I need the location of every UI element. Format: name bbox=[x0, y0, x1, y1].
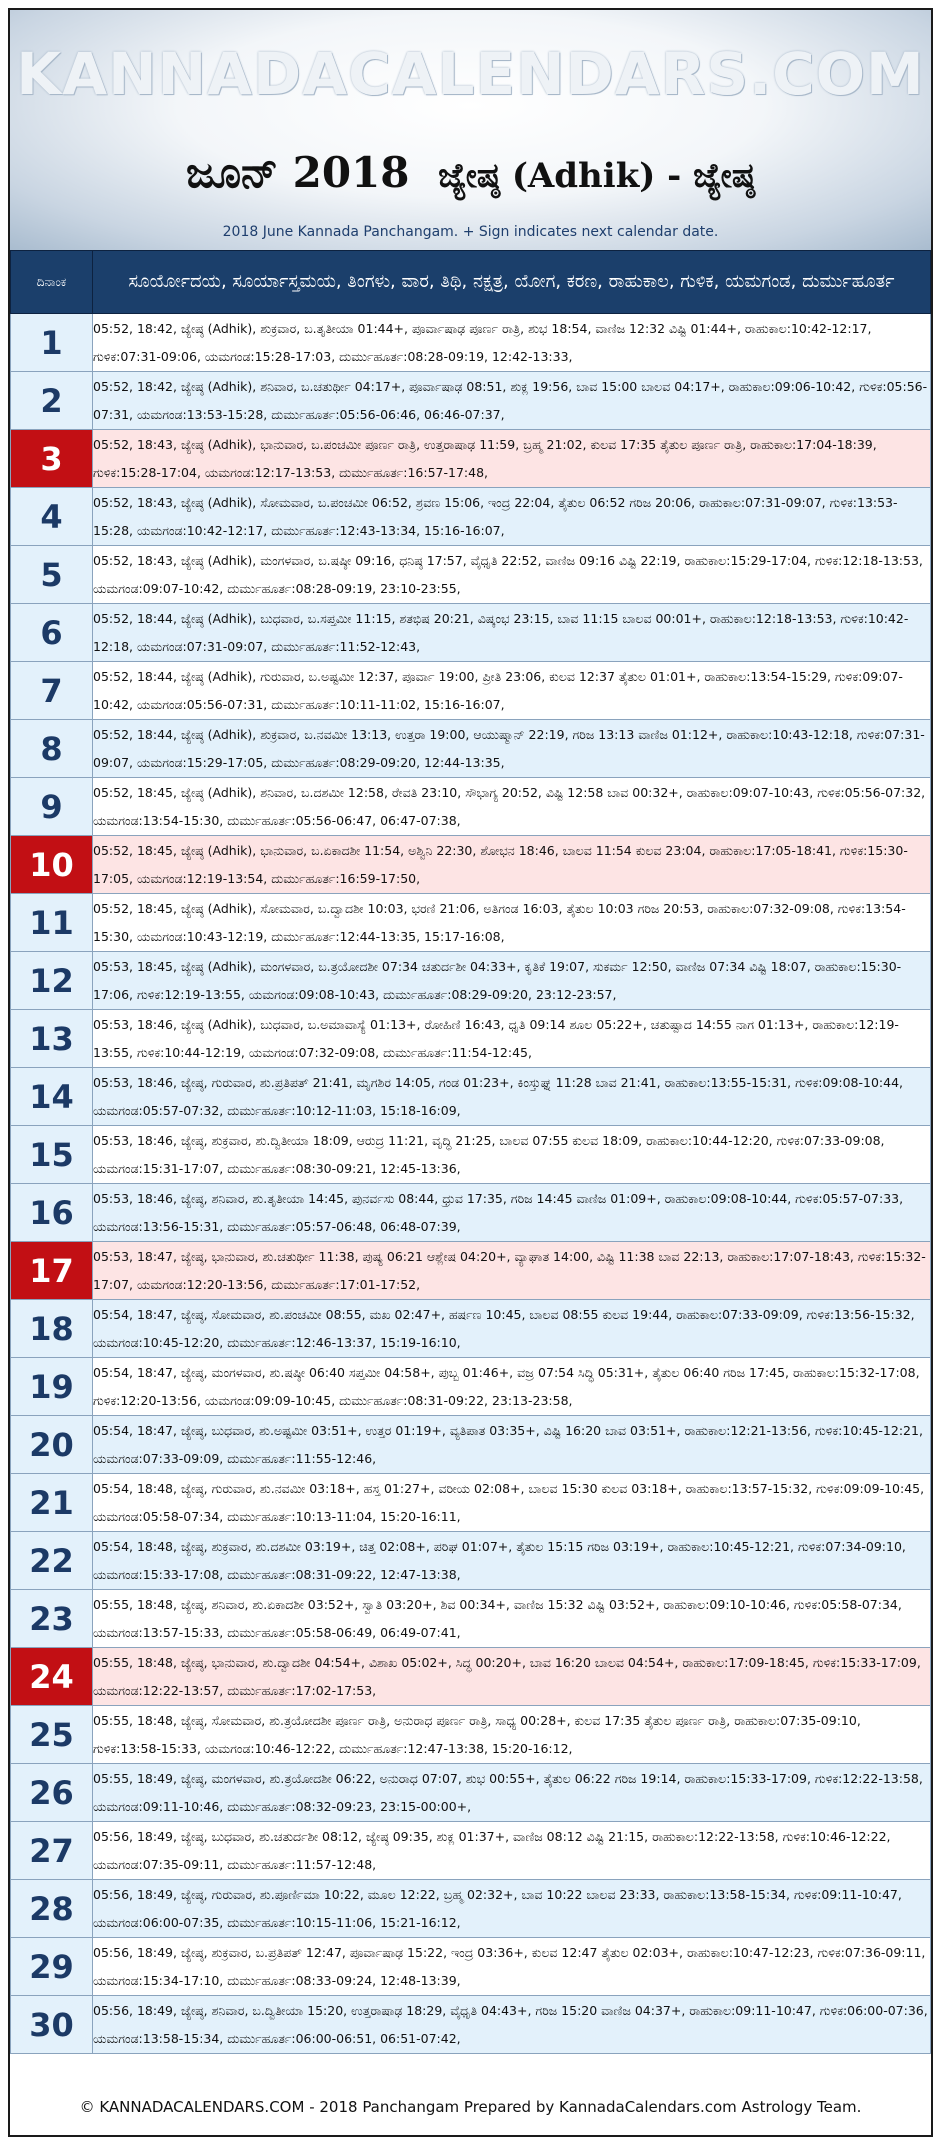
table-row bbox=[11, 1068, 931, 1126]
year: 2018 bbox=[292, 148, 410, 197]
day-number: 12 bbox=[11, 952, 93, 1010]
day-number: 27 bbox=[11, 1822, 93, 1880]
table-row bbox=[11, 1996, 931, 2054]
table-row bbox=[11, 836, 931, 894]
day-number: 6 bbox=[11, 604, 93, 662]
day-number: 29 bbox=[11, 1938, 93, 1996]
day-panchangam-details: 05:52, 18:44, ಜ್ಯೇಷ್ಠ (Adhik), ಶುಕ್ರವಾರ, ಬ.ನವಮೀ 13:13, ಉತ್ತರಾ 19:00, ಆಯುಷ್ಮಾನ್ 22:19, ಗರಿಜ 13:13 ವಾಣಿಜ 01:12+, ರಾಹುಕಾಲ:10:43-12:18, ಗುಳಿಕ:07:31-09:07, ಯಮಗಂಡ:15:29-17:05, ದುರ್ಮುಹೂರ್ತ:08:29-09:20, 12:44-13:35, bbox=[93, 720, 931, 778]
day-panchangam-details: 05:53, 18:47, ಜ್ಯೇಷ್ಠ, ಭಾನುವಾರ, ಶು.ಚತುರ್ಥೀ 11:38, ಪುಷ್ಯ 06:21 ಆಶ್ಲೇಷ 04:20+, ವ್ಯಾಘಾತ 14:00, ವಿಷ್ಟಿ 11:38 ಬಾವ 22:13, ರಾಹುಕಾಲ:17:07-18:43, ಗುಳಿಕ:15:32-17:07, ಯಮಗಂಡ:12:20-13:56, ದುರ್ಮುಹೂರ್ತ:17:01-17:52, bbox=[93, 1242, 931, 1300]
day-panchangam-details: 05:53, 18:46, ಜ್ಯೇಷ್ಠ, ಗುರುವಾರ, ಶು.ಪ್ರತಿಪತ್ 21:41, ಮೃಗಶಿರ 14:05, ಗಂಡ 01:23+, ಕಿಂಸ್ತುಘ್ನ 11:28 ಬಾವ 21:41, ರಾಹುಕಾಲ:13:55-15:31, ಗುಳಿಕ:09:08-10:44, ಯಮಗಂಡ:05:57-07:32, ದುರ್ಮುಹೂರ್ತ:10:12-11:03, 15:18-16:09, bbox=[93, 1068, 931, 1126]
table-row bbox=[11, 1532, 931, 1590]
day-number: 28 bbox=[11, 1880, 93, 1938]
table-row bbox=[11, 1126, 931, 1184]
day-number: 24 bbox=[11, 1648, 93, 1706]
table-row bbox=[11, 488, 931, 546]
table-row bbox=[11, 546, 931, 604]
table-body bbox=[11, 314, 931, 2054]
calendar-frame bbox=[8, 8, 933, 2137]
table-row bbox=[11, 1880, 931, 1938]
panchangam-table bbox=[10, 250, 931, 2054]
table-row bbox=[11, 1242, 931, 1300]
day-number: 14 bbox=[11, 1068, 93, 1126]
day-number: 10 bbox=[11, 836, 93, 894]
table-row bbox=[11, 778, 931, 836]
day-number: 26 bbox=[11, 1764, 93, 1822]
site-title: KANNADACALENDARS.COM bbox=[16, 40, 925, 108]
info-column-header: ಸೂರ್ಯೋದಯ, ಸೂರ್ಯಾಸ್ತಮಯ, ತಿಂಗಳು, ವಾರ, ತಿಥಿ, ನಕ್ಷತ್ರ, ಯೋಗ, ಕರಣ, ರಾಹುಕಾಲ, ಗುಳಿಕ, ಯಮಗಂಡ, ದುರ್ಮುಹೂರ್ತ bbox=[93, 251, 931, 314]
day-panchangam-details: 05:55, 18:48, ಜ್ಯೇಷ್ಠ, ಸೋಮವಾರ, ಶು.ತ್ರಯೋದಶೀ ಪೂರ್ಣ ರಾತ್ರಿ, ಅನುರಾಧ ಪೂರ್ಣ ರಾತ್ರಿ, ಸಾಧ್ಯ 00:28+, ಕುಲವ 17:35 ತೈತುಲ ಪೂರ್ಣ ರಾತ್ರಿ, ರಾಹುಕಾಲ:07:35-09:10, ಗುಳಿಕ:13:58-15:33, ಯಮಗಂಡ:10:46-12:22, ದುರ್ಮುಹೂರ್ತ:12:47-13:38, 15:20-16:12, bbox=[93, 1706, 931, 1764]
table-row bbox=[11, 1358, 931, 1416]
day-panchangam-details: 05:53, 18:46, ಜ್ಯೇಷ್ಠ (Adhik), ಬುಧವಾರ, ಬ.ಅಮಾವಾಸ್ಯೆ 01:13+, ರೋಹಿಣಿ 16:43, ಧೃತಿ 09:14 ಶೂಲ 05:22+, ಚತುಷ್ಪಾದ 14:55 ನಾಗ 01:13+, ರಾಹುಕಾಲ:12:19-13:55, ಗುಳಿಕ:10:44-12:19, ಯಮಗಂಡ:07:32-09:08, ದುರ್ಮುಹೂರ್ತ:11:54-12:45, bbox=[93, 1010, 931, 1068]
day-number: 2 bbox=[11, 372, 93, 430]
banner bbox=[10, 10, 931, 250]
table-row bbox=[11, 604, 931, 662]
day-panchangam-details: 05:55, 18:49, ಜ್ಯೇಷ್ಠ, ಮಂಗಳವಾರ, ಶು.ತ್ರಯೋದಶೀ 06:22, ಅನುರಾಧ 07:07, ಶುಭ 00:55+, ತೈತುಲ 06:22 ಗರಿಜ 19:14, ರಾಹುಕಾಲ:15:33-17:09, ಗುಳಿಕ:12:22-13:58, ಯಮಗಂಡ:09:11-10:46, ದುರ್ಮುಹೂರ್ತ:08:32-09:23, 23:15-00:00+, bbox=[93, 1764, 931, 1822]
day-number: 17 bbox=[11, 1242, 93, 1300]
day-number: 9 bbox=[11, 778, 93, 836]
table-row bbox=[11, 894, 931, 952]
table-row bbox=[11, 1822, 931, 1880]
day-panchangam-details: 05:55, 18:48, ಜ್ಯೇಷ್ಠ, ಶನಿವಾರ, ಶು.ಏಕಾದಶೀ 03:52+, ಸ್ವಾತಿ 03:20+, ಶಿವ 00:34+, ವಾಣಿಜ 15:32 ವಿಷ್ಟಿ 03:52+, ರಾಹುಕಾಲ:09:10-10:46, ಗುಳಿಕ:05:58-07:34, ಯಮಗಂಡ:13:57-15:33, ದುರ್ಮುಹೂರ್ತ:05:58-06:49, 06:49-07:41, bbox=[93, 1590, 931, 1648]
table-row bbox=[11, 1474, 931, 1532]
table-header-row bbox=[11, 251, 931, 314]
day-panchangam-details: 05:55, 18:48, ಜ್ಯೇಷ್ಠ, ಭಾನುವಾರ, ಶು.ದ್ವಾದಶೀ 04:54+, ವಿಶಾಖ 05:02+, ಸಿದ್ಧ 00:20+, ಬಾವ 16:20 ಬಾಲವ 04:54+, ರಾಹುಕಾಲ:17:09-18:45, ಗುಳಿಕ:15:33-17:09, ಯಮಗಂಡ:12:22-13:57, ದುರ್ಮುಹೂರ್ತ:17:02-17:53, bbox=[93, 1648, 931, 1706]
day-number: 21 bbox=[11, 1474, 93, 1532]
table-row bbox=[11, 1010, 931, 1068]
table-row bbox=[11, 662, 931, 720]
day-panchangam-details: 05:54, 18:48, ಜ್ಯೇಷ್ಠ, ಶುಕ್ರವಾರ, ಶು.ದಶಮೀ 03:19+, ಚಿತ್ತ 02:08+, ಪರಿಘ 01:07+, ತೈತುಲ 15:15 ಗರಿಜ 03:19+, ರಾಹುಕಾಲ:10:45-12:21, ಗುಳಿಕ:07:34-09:10, ಯಮಗಂಡ:15:33-17:08, ದುರ್ಮುಹೂರ್ತ:08:31-09:22, 12:47-13:38, bbox=[93, 1532, 931, 1590]
day-number: 16 bbox=[11, 1184, 93, 1242]
table-row bbox=[11, 1938, 931, 1996]
day-number: 22 bbox=[11, 1532, 93, 1590]
day-number: 18 bbox=[11, 1300, 93, 1358]
day-number: 23 bbox=[11, 1590, 93, 1648]
table-row bbox=[11, 1416, 931, 1474]
day-number: 3 bbox=[11, 430, 93, 488]
day-panchangam-details: 05:56, 18:49, ಜ್ಯೇಷ್ಠ, ಬುಧವಾರ, ಶು.ಚತುರ್ದಶೀ 08:12, ಜ್ಯೇಷ್ಠ 09:35, ಶುಕ್ಲ 01:37+, ವಾಣಿಜ 08:12 ವಿಷ್ಟಿ 21:15, ರಾಹುಕಾಲ:12:22-13:58, ಗುಳಿಕ:10:46-12:22, ಯಮಗಂಡ:07:35-09:11, ದುರ್ಮುಹೂರ್ತ:11:57-12:48, bbox=[93, 1822, 931, 1880]
day-panchangam-details: 05:54, 18:48, ಜ್ಯೇಷ್ಠ, ಗುರುವಾರ, ಶು.ನವಮೀ 03:18+, ಹಸ್ತ 01:27+, ವರೀಯ 02:08+, ಬಾಲವ 15:30 ಕುಲವ 03:18+, ರಾಹುಕಾಲ:13:57-15:32, ಗುಳಿಕ:09:09-10:45, ಯಮಗಂಡ:05:58-07:34, ದುರ್ಮುಹೂರ್ತ:10:13-11:04, 15:20-16:11, bbox=[93, 1474, 931, 1532]
day-panchangam-details: 05:54, 18:47, ಜ್ಯೇಷ್ಠ, ಬುಧವಾರ, ಶು.ಅಷ್ಟಮೀ 03:51+, ಉತ್ತರ 01:19+, ವ್ಯತಿಪಾತ 03:35+, ವಿಷ್ಟಿ 16:20 ಬಾವ 03:51+, ರಾಹುಕಾಲ:12:21-13:56, ಗುಳಿಕ:10:45-12:21, ಯಮಗಂಡ:07:33-09:09, ದುರ್ಮುಹೂರ್ತ:11:55-12:46, bbox=[93, 1416, 931, 1474]
day-panchangam-details: 05:52, 18:45, ಜ್ಯೇಷ್ಠ (Adhik), ಭಾನುವಾರ, ಬ.ಏಕಾದಶೀ 11:54, ಅಶ್ವಿನಿ 22:30, ಶೋಭನ 18:46, ಬಾಲವ 11:54 ಕುಲವ 23:04, ರಾಹುಕಾಲ:17:05-18:41, ಗುಳಿಕ:15:30-17:05, ಯಮಗಂಡ:12:19-13:54, ದುರ್ಮುಹೂರ್ತ:16:59-17:50, bbox=[93, 836, 931, 894]
day-panchangam-details: 05:52, 18:43, ಜ್ಯೇಷ್ಠ (Adhik), ಸೋಮವಾರ, ಬ.ಪಂಚಮೀ 06:52, ಶ್ರವಣ 15:06, ಇಂದ್ರ 22:04, ತೈತುಲ 06:52 ಗರಿಜ 20:06, ರಾಹುಕಾಲ:07:31-09:07, ಗುಳಿಕ:13:53-15:28, ಯಮಗಂಡ:10:42-12:17, ದುರ್ಮುಹೂರ್ತ:12:43-13:34, 15:16-16:07, bbox=[93, 488, 931, 546]
table-row bbox=[11, 1764, 931, 1822]
day-panchangam-details: 05:52, 18:45, ಜ್ಯೇಷ್ಠ (Adhik), ಸೋಮವಾರ, ಬ.ದ್ವಾದಶೀ 10:03, ಭರಣಿ 21:06, ಅತಿಗಂಡ 16:03, ತೈತುಲ 10:03 ಗರಿಜ 20:53, ರಾಹುಕಾಲ:07:32-09:08, ಗುಳಿಕ:13:54-15:30, ಯಮಗಂಡ:10:43-12:19, ದುರ್ಮುಹೂರ್ತ:12:44-13:35, 15:17-16:08, bbox=[93, 894, 931, 952]
day-panchangam-details: 05:52, 18:42, ಜ್ಯೇಷ್ಠ (Adhik), ಶುಕ್ರವಾರ, ಬ.ತೃತೀಯಾ 01:44+, ಪೂರ್ವಾಷಾಢ ಪೂರ್ಣ ರಾತ್ರಿ, ಶುಭ 18:54, ವಾಣಿಜ 12:32 ವಿಷ್ಟಿ 01:44+, ರಾಹುಕಾಲ:10:42-12:17, ಗುಳಿಕ:07:31-09:06, ಯಮಗಂಡ:15:28-17:03, ದುರ್ಮುಹೂರ್ತ:08:28-09:19, 12:42-13:33, bbox=[93, 314, 931, 372]
day-panchangam-details: 05:53, 18:45, ಜ್ಯೇಷ್ಠ (Adhik), ಮಂಗಳವಾರ, ಬ.ತ್ರಯೋದಶೀ 07:34 ಚತುರ್ದಶೀ 04:33+, ಕೃತಿಕೆ 19:07, ಸುಕರ್ಮ 12:50, ವಾಣಿಜ 07:34 ವಿಷ್ಟಿ 18:07, ರಾಹುಕಾಲ:15:30-17:06, ಗುಳಿಕ:12:19-13:55, ಯಮಗಂಡ:09:08-10:43, ದುರ್ಮುಹೂರ್ತ:08:29-09:20, 23:12-23:57, bbox=[93, 952, 931, 1010]
day-panchangam-details: 05:54, 18:47, ಜ್ಯೇಷ್ಠ, ಸೋಮವಾರ, ಶು.ಪಂಚಮೀ 08:55, ಮಖ 02:47+, ಹರ್ಷಣ 10:45, ಬಾಲವ 08:55 ಕುಲವ 19:44, ರಾಹುಕಾಲ:07:33-09:09, ಗುಳಿಕ:13:56-15:32, ಯಮಗಂಡ:10:45-12:20, ದುರ್ಮುಹೂರ್ತ:12:46-13:37, 15:19-16:10, bbox=[93, 1300, 931, 1358]
day-panchangam-details: 05:54, 18:47, ಜ್ಯೇಷ್ಠ, ಮಂಗಳವಾರ, ಶು.ಷಷ್ಠೀ 06:40 ಸಪ್ತಮೀ 04:58+, ಪುಬ್ಬ 01:46+, ವಜ್ರ 07:54 ಸಿದ್ಧಿ 05:31+, ತೈತುಲ 06:40 ಗರಿಜ 17:45, ರಾಹುಕಾಲ:15:32-17:08, ಗುಳಿಕ:12:20-13:56, ಯಮಗಂಡ:09:09-10:45, ದುರ್ಮುಹೂರ್ತ:08:31-09:22, 23:13-23:58, bbox=[93, 1358, 931, 1416]
day-panchangam-details: 05:52, 18:44, ಜ್ಯೇಷ್ಠ (Adhik), ಗುರುವಾರ, ಬ.ಅಷ್ಟಮೀ 12:37, ಪೂರ್ವಾ 19:00, ಪ್ರೀತಿ 23:06, ಕುಲವ 12:37 ತೈತುಲ 01:01+, ರಾಹುಕಾಲ:13:54-15:29, ಗುಳಿಕ:09:07-10:42, ಯಮಗಂಡ:05:56-07:31, ದುರ್ಮುಹೂರ್ತ:10:11-11:02, 15:16-16:07, bbox=[93, 662, 931, 720]
day-number: 8 bbox=[11, 720, 93, 778]
day-number: 19 bbox=[11, 1358, 93, 1416]
day-number: 4 bbox=[11, 488, 93, 546]
day-number: 1 bbox=[11, 314, 93, 372]
month-title bbox=[10, 148, 931, 198]
table-row bbox=[11, 1300, 931, 1358]
day-panchangam-details: 05:52, 18:42, ಜ್ಯೇಷ್ಠ (Adhik), ಶನಿವಾರ, ಬ.ಚತುರ್ಥೀ 04:17+, ಪೂರ್ವಾಷಾಢ 08:51, ಶುಕ್ಲ 19:56, ಬಾವ 15:00 ಬಾಲವ 04:17+, ರಾಹುಕಾಲ:09:06-10:42, ಗುಳಿಕ:05:56-07:31, ಯಮಗಂಡ:13:53-15:28, ದುರ್ಮುಹೂರ್ತ:05:56-06:46, 06:46-07:37, bbox=[93, 372, 931, 430]
table-row bbox=[11, 1184, 931, 1242]
day-number: 13 bbox=[11, 1010, 93, 1068]
day-panchangam-details: 05:52, 18:43, ಜ್ಯೇಷ್ಠ (Adhik), ಮಂಗಳವಾರ, ಬ.ಷಷ್ಠೀ 09:16, ಧನಿಷ್ಠ 17:57, ವೈಧೃತಿ 22:52, ವಾಣಿಜ 09:16 ವಿಷ್ಟಿ 22:19, ರಾಹುಕಾಲ:15:29-17:04, ಗುಳಿಕ:12:18-13:53, ಯಮಗಂಡ:09:07-10:42, ದುರ್ಮುಹೂರ್ತ:08:28-09:19, 23:10-23:55, bbox=[93, 546, 931, 604]
table-row bbox=[11, 372, 931, 430]
month-subtitle: ಜ್ಯೇಷ್ಠ (Adhik) - ಜ್ಯೇಷ್ಠ bbox=[438, 156, 755, 196]
day-number: 30 bbox=[11, 1996, 93, 2054]
table-row bbox=[11, 952, 931, 1010]
day-panchangam-details: 05:52, 18:43, ಜ್ಯೇಷ್ಠ (Adhik), ಭಾನುವಾರ, ಬ.ಪಂಚಮೀ ಪೂರ್ಣ ರಾತ್ರಿ, ಉತ್ತರಾಷಾಢ 11:59, ಬ್ರಹ್ಮ 21:02, ಕುಲವ 17:35 ತೈತುಲ ಪೂರ್ಣ ರಾತ್ರಿ, ರಾಹುಕಾಲ:17:04-18:39, ಗುಳಿಕ:15:28-17:04, ಯಮಗಂಡ:12:17-13:53, ದುರ್ಮುಹೂರ್ತ:16:57-17:48, bbox=[93, 430, 931, 488]
day-panchangam-details: 05:53, 18:46, ಜ್ಯೇಷ್ಠ, ಶುಕ್ರವಾರ, ಶು.ದ್ವಿತೀಯಾ 18:09, ಆರುದ್ರ 11:21, ವೃದ್ಧಿ 21:25, ಬಾಲವ 07:55 ಕುಲವ 18:09, ರಾಹುಕಾಲ:10:44-12:20, ಗುಳಿಕ:07:33-09:08, ಯಮಗಂಡ:15:31-17:07, ದುರ್ಮುಹೂರ್ತ:08:30-09:21, 12:45-13:36, bbox=[93, 1126, 931, 1184]
calendar-note: 2018 June Kannada Panchangam. + Sign indicates next calendar date. bbox=[222, 224, 719, 240]
day-number: 7 bbox=[11, 662, 93, 720]
table-row bbox=[11, 314, 931, 372]
day-panchangam-details: 05:56, 18:49, ಜ್ಯೇಷ್ಠ, ಗುರುವಾರ, ಶು.ಪೂರ್ಣಿಮಾ 10:22, ಮೂಲ 12:22, ಬ್ರಹ್ಮ 02:32+, ಬಾವ 10:22 ಬಾಲವ 23:33, ರಾಹುಕಾಲ:13:58-15:34, ಗುಳಿಕ:09:11-10:47, ಯಮಗಂಡ:06:00-07:35, ದುರ್ಮುಹೂರ್ತ:10:15-11:06, 15:21-16:12, bbox=[93, 1880, 931, 1938]
day-number: 11 bbox=[11, 894, 93, 952]
day-number: 5 bbox=[11, 546, 93, 604]
day-number: 25 bbox=[11, 1706, 93, 1764]
day-number: 20 bbox=[11, 1416, 93, 1474]
day-panchangam-details: 05:56, 18:49, ಜ್ಯೇಷ್ಠ, ಶುಕ್ರವಾರ, ಬ.ಪ್ರತಿಪತ್ 12:47, ಪೂರ್ವಾಷಾಢ 15:22, ಇಂದ್ರ 03:36+, ಕುಲವ 12:47 ತೈತುಲ 02:03+, ರಾಹುಕಾಲ:10:47-12:23, ಗುಳಿಕ:07:36-09:11, ಯಮಗಂಡ:15:34-17:10, ದುರ್ಮುಹೂರ್ತ:08:33-09:24, 12:48-13:39, bbox=[93, 1938, 931, 1996]
table-row bbox=[11, 430, 931, 488]
table-row bbox=[11, 720, 931, 778]
table-row bbox=[11, 1590, 931, 1648]
month-name: ಜೂನ್ bbox=[186, 148, 279, 197]
day-column-header: ದಿನಾಂಕ bbox=[11, 251, 93, 314]
table-row bbox=[11, 1648, 931, 1706]
day-panchangam-details: 05:52, 18:45, ಜ್ಯೇಷ್ಠ (Adhik), ಶನಿವಾರ, ಬ.ದಶಮೀ 12:58, ರೇವತಿ 23:10, ಸೌಭಾಗ್ಯ 20:52, ವಿಷ್ಟಿ 12:58 ಬಾವ 00:32+, ರಾಹುಕಾಲ:09:07-10:43, ಗುಳಿಕ:05:56-07:32, ಯಮಗಂಡ:13:54-15:30, ದುರ್ಮುಹೂರ್ತ:05:56-06:47, 06:47-07:38, bbox=[93, 778, 931, 836]
table-row bbox=[11, 1706, 931, 1764]
day-panchangam-details: 05:56, 18:49, ಜ್ಯೇಷ್ಠ, ಶನಿವಾರ, ಬ.ದ್ವಿತೀಯಾ 15:20, ಉತ್ತರಾಷಾಢ 18:29, ವೈಧೃತಿ 04:43+, ಗರಿಜ 15:20 ವಾಣಿಜ 04:37+, ರಾಹುಕಾಲ:09:11-10:47, ಗುಳಿಕ:06:00-07:36, ಯಮಗಂಡ:13:58-15:34, ದುರ್ಮುಹೂರ್ತ:06:00-06:51, 06:51-07:42, bbox=[93, 1996, 931, 2054]
day-number: 15 bbox=[11, 1126, 93, 1184]
day-panchangam-details: 05:53, 18:46, ಜ್ಯೇಷ್ಠ, ಶನಿವಾರ, ಶು.ತೃತೀಯಾ 14:45, ಪುನರ್ವಸು 08:44, ಧ್ರುವ 17:35, ಗರಿಜ 14:45 ವಾಣಿಜ 01:09+, ರಾಹುಕಾಲ:09:08-10:44, ಗುಳಿಕ:05:57-07:33, ಯಮಗಂಡ:13:56-15:31, ದುರ್ಮುಹೂರ್ತ:05:57-06:48, 06:48-07:39, bbox=[93, 1184, 931, 1242]
day-panchangam-details: 05:52, 18:44, ಜ್ಯೇಷ್ಠ (Adhik), ಬುಧವಾರ, ಬ.ಸಪ್ತಮೀ 11:15, ಶತಭಿಷ 20:21, ವಿಷ್ಕಂಭ 23:15, ಬಾವ 11:15 ಬಾಲವ 00:01+, ರಾಹುಕಾಲ:12:18-13:53, ಗುಳಿಕ:10:42-12:18, ಯಮಗಂಡ:07:31-09:07, ದುರ್ಮುಹೂರ್ತ:11:52-12:43, bbox=[93, 604, 931, 662]
footer-credit: © KANNADACALENDARS.COM - 2018 Panchangam Prepared by KannadaCalendars.com Astrology Team. bbox=[79, 2098, 862, 2116]
